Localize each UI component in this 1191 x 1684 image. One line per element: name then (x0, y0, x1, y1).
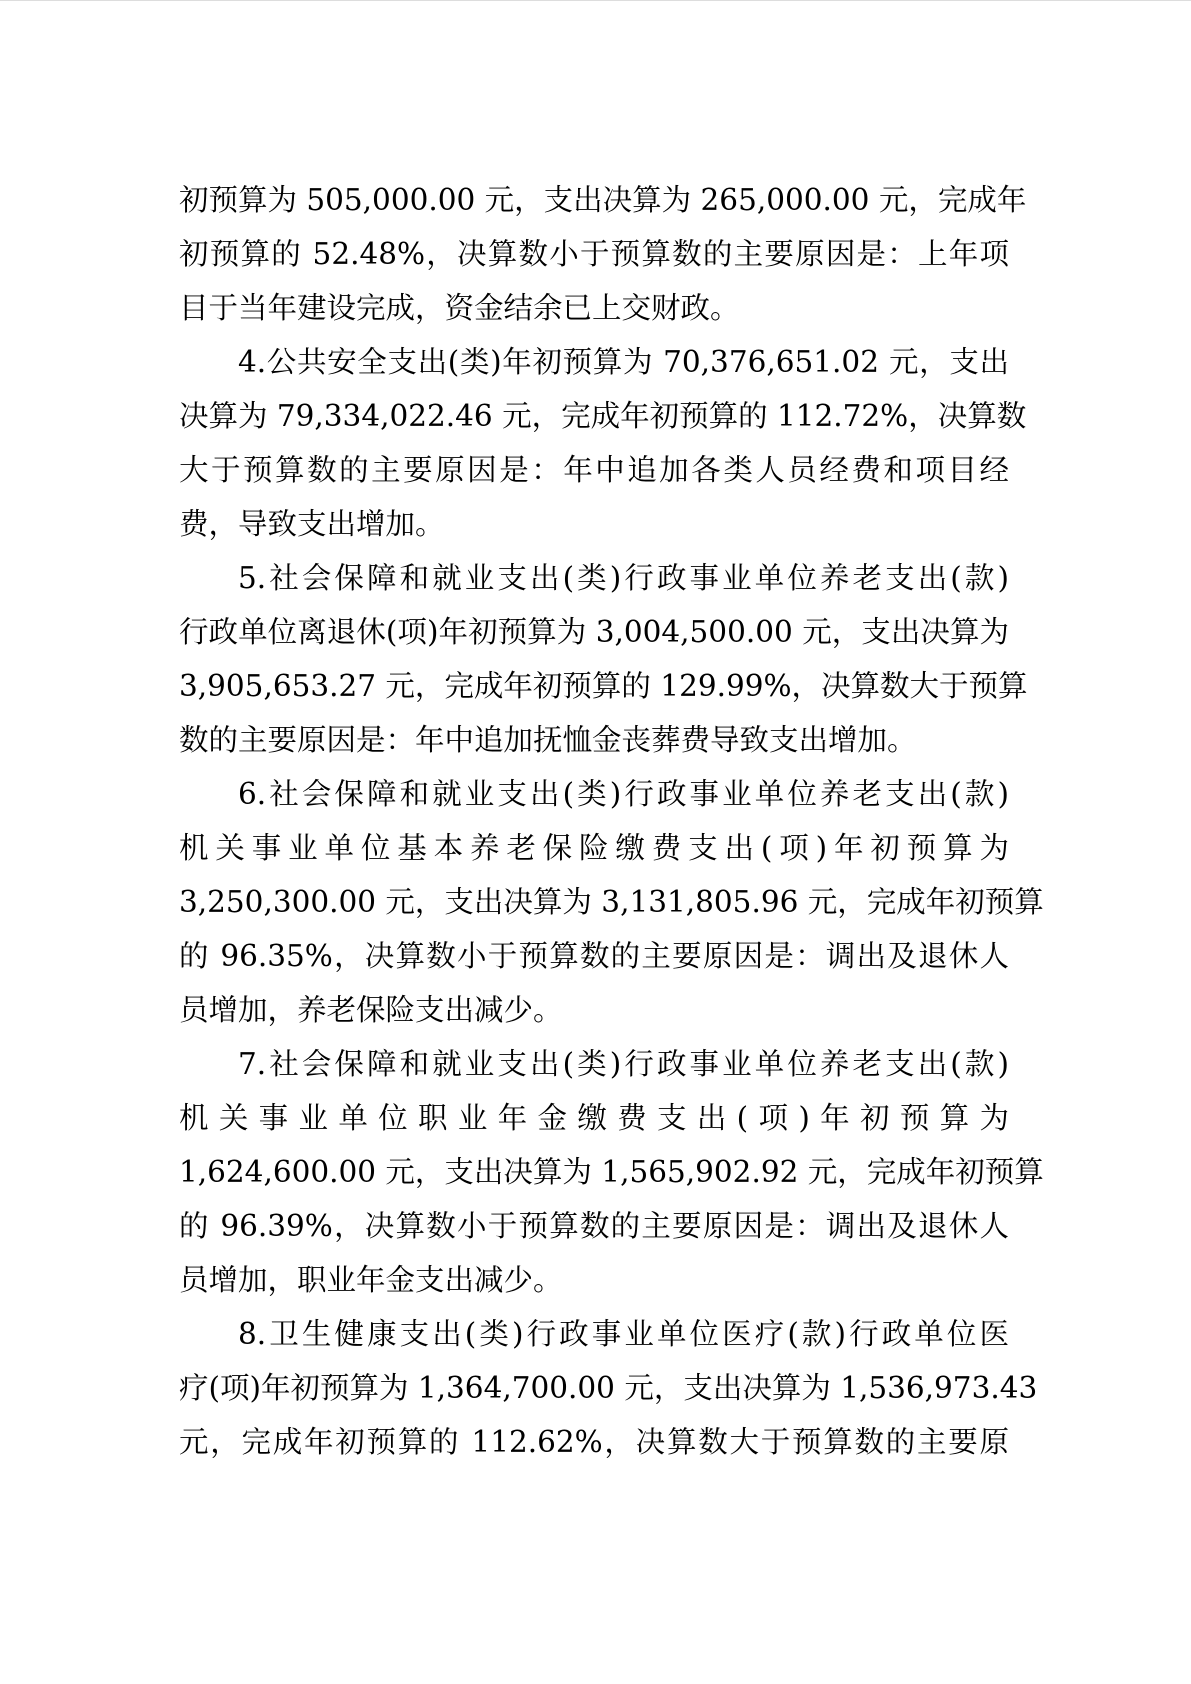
paragraph-3-continued (179, 173, 1027, 335)
text-line: 元，完成年初预算的 112.62%，决算数大于预算数的主要原 (179, 1425, 1009, 1459)
paragraph-5 (179, 551, 1028, 767)
text-line: 5.社会保障和就业支出(类)行政事业单位养老支出(款) (238, 561, 1009, 595)
text-line: 4.公共安全支出(类)年初预算为 70,376,651.02 元，支出 (238, 345, 1009, 379)
text-line: 8.卫生健康支出(类)行政事业单位医疗(款)行政单位医 (238, 1317, 1009, 1351)
text-line: 7.社会保障和就业支出(类)行政事业单位养老支出(款) (238, 1047, 1009, 1081)
paragraph-6 (179, 767, 1044, 1037)
text-line: 疗(项)年初预算为 1,364,700.00 元，支出决算为 1,536,973.43 (179, 1371, 1038, 1405)
text-line: 费，导致支出增加。 (179, 507, 445, 541)
text-line: 数的主要原因是：年中追加抚恤金丧葬费导致支出增加。 (179, 723, 917, 757)
text-line: 大于预算数的主要原因是：年中追加各类人员经费和项目经 (179, 453, 1009, 487)
text-line: 机关事业单位基本养老保险缴费支出(项)年初预算为 (179, 831, 1009, 865)
document-body (179, 173, 1044, 1469)
text-line: 6.社会保障和就业支出(类)行政事业单位养老支出(款) (238, 777, 1009, 811)
text-line: 行政单位离退休(项)年初预算为 3,004,500.00 元，支出决算为 (179, 615, 1009, 649)
text-line: 初预算为 505,000.00 元，支出决算为 265,000.00 元，完成年 (179, 183, 1027, 217)
text-line: 目于当年建设完成，资金结余已上交财政。 (179, 291, 740, 325)
text-line: 3,250,300.00 元，支出决算为 3,131,805.96 元，完成年初预算 (179, 885, 1044, 919)
text-line: 员增加，职业年金支出减少。 (179, 1263, 563, 1297)
text-line: 3,905,653.27 元，完成年初预算的 129.99%，决算数大于预算 (179, 669, 1028, 703)
text-line: 1,624,600.00 元，支出决算为 1,565,902.92 元，完成年初预算 (179, 1155, 1044, 1189)
text-line: 初预算的 52.48%，决算数小于预算数的主要原因是：上年项 (179, 237, 1009, 271)
text-line: 员增加，养老保险支出减少。 (179, 993, 563, 1027)
paragraph-4 (179, 335, 1027, 551)
text-line: 决算为 79,334,022.46 元，完成年初预算的 112.72%，决算数 (179, 399, 1027, 433)
text-line: 的 96.35%，决算数小于预算数的主要原因是：调出及退休人 (179, 939, 1009, 973)
text-line: 的 96.39%，决算数小于预算数的主要原因是：调出及退休人 (179, 1209, 1009, 1243)
paragraph-7 (179, 1037, 1044, 1307)
paragraph-8 (179, 1307, 1038, 1469)
text-line: 机关事业单位职业年金缴费支出(项)年初预算为 (179, 1101, 1009, 1135)
